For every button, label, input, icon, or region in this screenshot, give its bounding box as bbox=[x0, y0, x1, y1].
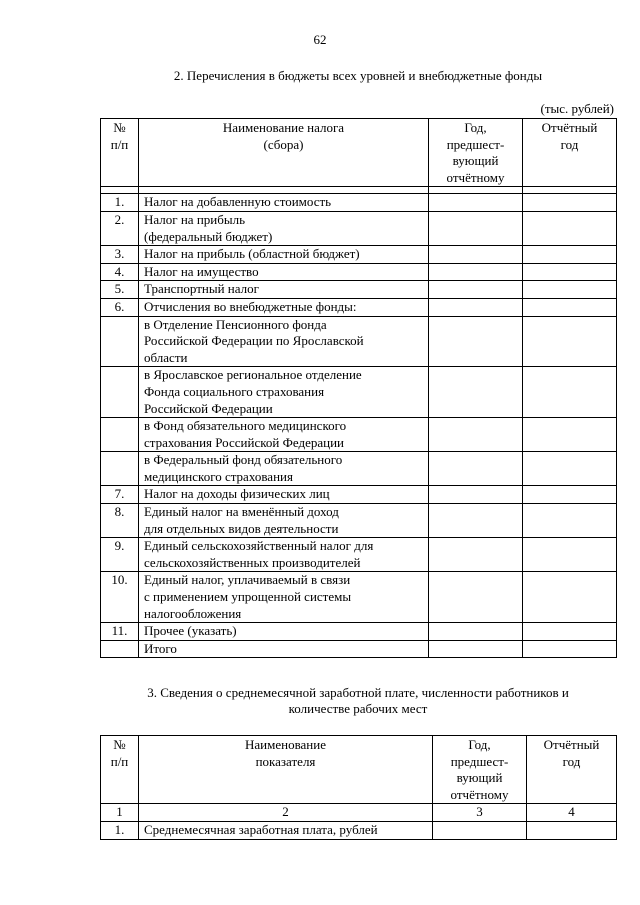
report-year-value-cell bbox=[523, 418, 617, 452]
row-number bbox=[101, 452, 139, 486]
tax-payments-table bbox=[100, 118, 617, 658]
row-name: Налог на прибыль (областной бюджет) bbox=[139, 246, 429, 264]
row-name: Налог на прибыль (федеральный бюджет) bbox=[139, 211, 429, 245]
header-separator-row bbox=[101, 187, 617, 194]
prev-year-value-cell bbox=[429, 452, 523, 486]
prev-year-value-cell bbox=[429, 367, 523, 418]
table-row bbox=[101, 538, 617, 572]
header-report-year: Отчётный год bbox=[523, 119, 617, 187]
row-name: Итого bbox=[139, 640, 429, 658]
row-number: 1. bbox=[101, 194, 139, 212]
row-number: 2. bbox=[101, 211, 139, 245]
row-name: в Отделение Пенсионного фонда Российской Федерации по Ярославской области bbox=[139, 316, 429, 367]
row-number: 5. bbox=[101, 281, 139, 299]
column-number: 4 bbox=[527, 804, 617, 822]
prev-year-value-cell bbox=[429, 316, 523, 367]
row-name: в Федеральный фонд обязательного медицинского страхования bbox=[139, 452, 429, 486]
section-3-title: 3. Сведения о среднемесячной заработной плате, численности работников и количестве рабочих мест bbox=[147, 685, 569, 716]
row-name: Среднемесячная заработная плата, рублей bbox=[139, 821, 433, 839]
report-year-value-cell bbox=[523, 640, 617, 658]
table-row bbox=[101, 418, 617, 452]
report-year-value-cell bbox=[523, 263, 617, 281]
report-year-value-cell bbox=[523, 211, 617, 245]
prev-year-value-cell bbox=[429, 298, 523, 316]
report-year-value-cell bbox=[527, 821, 617, 839]
header-prev-year: Год, предшест- вующий отчётному bbox=[429, 119, 523, 187]
table-row bbox=[101, 246, 617, 264]
column-number: 3 bbox=[433, 804, 527, 822]
prev-year-value-cell bbox=[429, 572, 523, 623]
table-row bbox=[101, 281, 617, 299]
row-number bbox=[101, 367, 139, 418]
row-number bbox=[101, 316, 139, 367]
prev-year-value-cell bbox=[429, 640, 523, 658]
table-row bbox=[101, 640, 617, 658]
row-name: Единый налог, уплачиваемый в связи с применением упрощенной системы налогообложения bbox=[139, 572, 429, 623]
units-label: (тыс. рублей) bbox=[540, 101, 614, 116]
row-name: Прочее (указать) bbox=[139, 623, 429, 641]
row-name: Налог на имущество bbox=[139, 263, 429, 281]
row-number: 1. bbox=[101, 821, 139, 839]
table-row bbox=[101, 316, 617, 367]
row-number bbox=[101, 640, 139, 658]
header-report-year: Отчётный год bbox=[527, 736, 617, 804]
table-row bbox=[101, 298, 617, 316]
prev-year-value-cell bbox=[433, 821, 527, 839]
tax-payments-body bbox=[101, 194, 617, 658]
report-year-value-cell bbox=[523, 572, 617, 623]
row-number: 7. bbox=[101, 486, 139, 504]
prev-year-value-cell bbox=[429, 194, 523, 212]
salary-table bbox=[100, 735, 617, 840]
report-year-value-cell bbox=[523, 452, 617, 486]
row-name: Единый сельскохозяйственный налог для сельскохозяйственных производителей bbox=[139, 538, 429, 572]
row-number: 8. bbox=[101, 504, 139, 538]
report-year-value-cell bbox=[523, 246, 617, 264]
header-tax-name: Наименование налога (сбора) bbox=[139, 119, 429, 187]
row-name: Транспортный налог bbox=[139, 281, 429, 299]
row-name: Налог на доходы физических лиц bbox=[139, 486, 429, 504]
header-num: № п/п bbox=[101, 736, 139, 804]
table-row bbox=[101, 572, 617, 623]
prev-year-value-cell bbox=[429, 418, 523, 452]
report-year-value-cell bbox=[523, 281, 617, 299]
prev-year-value-cell bbox=[429, 623, 523, 641]
table-row bbox=[101, 263, 617, 281]
header-indicator-name: Наименование показателя bbox=[139, 736, 433, 804]
report-year-value-cell bbox=[523, 194, 617, 212]
table-row bbox=[101, 486, 617, 504]
row-number: 6. bbox=[101, 298, 139, 316]
prev-year-value-cell bbox=[429, 281, 523, 299]
report-year-value-cell bbox=[523, 316, 617, 367]
prev-year-value-cell bbox=[429, 504, 523, 538]
prev-year-value-cell bbox=[429, 538, 523, 572]
row-name: Налог на добавленную стоимость bbox=[139, 194, 429, 212]
row-name: Единый налог на вменённый доход для отдельных видов деятельности bbox=[139, 504, 429, 538]
table-row bbox=[101, 194, 617, 212]
row-name: в Фонд обязательного медицинского страхования Российской Федерации bbox=[139, 418, 429, 452]
row-name: в Ярославское региональное отделение Фонда социального страхования Российской Федерации bbox=[139, 367, 429, 418]
header-num: № п/п bbox=[101, 119, 139, 187]
report-year-value-cell bbox=[523, 298, 617, 316]
column-number: 2 bbox=[139, 804, 433, 822]
report-year-value-cell bbox=[523, 538, 617, 572]
table-row bbox=[101, 211, 617, 245]
prev-year-value-cell bbox=[429, 246, 523, 264]
section-2-title: 2. Перечисления в бюджеты всех уровней и внебюджетные фонды bbox=[173, 68, 543, 83]
column-number-row bbox=[101, 804, 617, 822]
table-row bbox=[101, 623, 617, 641]
table-row bbox=[101, 452, 617, 486]
page-number: 62 bbox=[313, 32, 327, 47]
row-number: 3. bbox=[101, 246, 139, 264]
table-header-row bbox=[101, 736, 617, 804]
report-year-value-cell bbox=[523, 486, 617, 504]
prev-year-value-cell bbox=[429, 263, 523, 281]
report-year-value-cell bbox=[523, 623, 617, 641]
prev-year-value-cell bbox=[429, 211, 523, 245]
table-row bbox=[101, 504, 617, 538]
header-prev-year: Год, предшест- вующий отчётному bbox=[433, 736, 527, 804]
prev-year-value-cell bbox=[429, 486, 523, 504]
table-header-row bbox=[101, 119, 617, 187]
column-number: 1 bbox=[101, 804, 139, 822]
row-name: Отчисления во внебюджетные фонды: bbox=[139, 298, 429, 316]
table-row bbox=[101, 821, 617, 839]
row-number: 11. bbox=[101, 623, 139, 641]
row-number: 4. bbox=[101, 263, 139, 281]
table-row bbox=[101, 367, 617, 418]
report-year-value-cell bbox=[523, 504, 617, 538]
row-number bbox=[101, 418, 139, 452]
row-number: 9. bbox=[101, 538, 139, 572]
report-year-value-cell bbox=[523, 367, 617, 418]
salary-body bbox=[101, 821, 617, 839]
row-number: 10. bbox=[101, 572, 139, 623]
